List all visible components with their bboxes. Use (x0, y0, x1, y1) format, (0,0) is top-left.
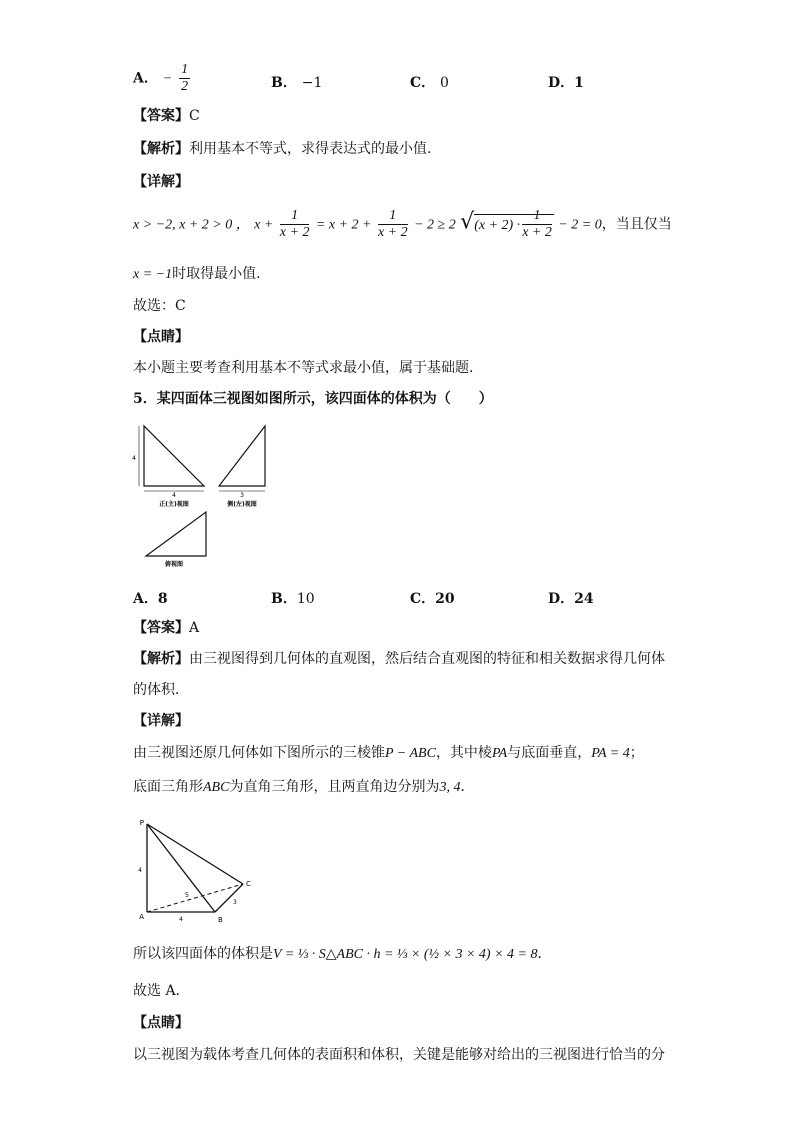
side-view-label: 侧(左)视图 (227, 501, 257, 508)
detail-tag: 【详解】 (133, 174, 189, 190)
top-view-triangle (146, 512, 206, 556)
edge-pb (147, 824, 215, 912)
fraction-3 (522, 208, 552, 241)
q5-detail-2-m1: ABC (203, 780, 230, 795)
label-bc: 3 (233, 899, 237, 906)
q5-answer-value: A (189, 620, 200, 636)
q5-option-b (271, 588, 315, 608)
three-views-figure (128, 420, 278, 570)
option-b (271, 72, 322, 92)
detail-suffix: ，当且仅当 (601, 216, 672, 233)
q5-comment-tag: 【点睛】 (133, 1015, 189, 1031)
option-a-letter: A． (133, 70, 158, 87)
q5-detail-2a: 底面三角形 (133, 779, 203, 795)
q5-detail-tag: 【详解】 (133, 713, 189, 729)
q5-detail-line1 (133, 743, 644, 764)
fraction-1-num: 1 (280, 208, 310, 225)
q5-volume-end: ． (537, 946, 552, 962)
option-b-letter: B． (271, 75, 297, 91)
detail-equation (133, 208, 672, 241)
q5-analysis-text1: 由三视图得到几何体的直观图，然后结合直观图的特征和相关数据求得几何体 (189, 651, 665, 667)
option-a-numerator: 1 (181, 62, 189, 77)
fraction-1-den: x + 2 (279, 225, 310, 240)
sqrt-content (474, 208, 554, 240)
sqrt-inner: (x + 2) · (474, 217, 521, 233)
detail-expr-mid: = x + 2 + (315, 217, 372, 233)
q5-choose: 故选 A． (133, 983, 190, 999)
answer-tag: 【答案】 (133, 108, 189, 124)
fraction-2-den: x + 2 (377, 225, 408, 240)
q5-detail-1-m2: PA (491, 746, 508, 761)
q5-option-b-value: 10 (296, 591, 315, 607)
vertex-c: C (246, 880, 251, 888)
q5-detail-1-m3: PA = 4 (591, 746, 630, 761)
detail-expr-tail: − 2 ≥ 2 (414, 217, 456, 233)
q5-option-c: C．20 (410, 591, 455, 607)
q5-analysis-line1 (133, 649, 665, 669)
answer-value: C (189, 108, 200, 124)
q5-volume-formula: V = ⅓ · S△ABC · h = ⅓ × (½ × 3 × 4) × 4 = 8 (273, 947, 538, 962)
side-width-label: 3 (240, 492, 244, 499)
detail-expr-lead: x + (254, 217, 274, 233)
fraction-2 (378, 208, 408, 241)
option-a-sign: − (162, 71, 173, 87)
edge-pc (147, 824, 243, 884)
vertex-a: A (139, 913, 144, 921)
q5-analysis-tag: 【解析】 (133, 651, 189, 667)
q5-detail-1d: ； (629, 745, 644, 761)
fraction-3-den: x + 2 (522, 225, 552, 240)
q5-detail-1a: 由三视图还原几何体如下图所示的三棱锥 (133, 745, 385, 761)
q5-detail-1c: 与底面垂直， (507, 745, 592, 761)
q5-detail-2c: ． (460, 779, 475, 795)
choose-line: 故选：C (133, 298, 186, 314)
option-b-value: −1 (301, 75, 323, 91)
label-ab: 4 (179, 916, 183, 923)
analysis-line (133, 139, 431, 159)
vertex-b: B (218, 916, 223, 924)
q5-answer-line (133, 618, 199, 638)
question-5-stem: 5．某四面体三视图如图所示，该四面体的体积为（ ） (133, 391, 493, 407)
detail-after-sqrt: − 2 = 0 (558, 217, 602, 233)
q5-detail-1b: ，其中棱 (435, 745, 492, 761)
analysis-text: 利用基本不等式，求得表达式的最小值. (189, 141, 432, 157)
fraction-2-num: 1 (378, 208, 408, 225)
option-a (133, 62, 192, 95)
detail-cond: x > −2, x + 2 > 0 ， (133, 217, 250, 233)
option-c-letter: C． (410, 75, 436, 91)
q5-volume-line (133, 944, 551, 965)
q5-option-a: A．8 (133, 591, 168, 607)
q5-comment-text: 以三视图为载体考查几何体的表面积和体积，关键是能够对给出的三视图进行恰当的分 (133, 1047, 665, 1063)
option-a-denominator: 2 (181, 79, 189, 94)
q5-detail-2b: 为直角三角形，且两直角边分别为 (229, 779, 440, 795)
top-view-label: 俯视图 (164, 561, 184, 568)
sqrt-sign: √ (460, 209, 475, 235)
q5-volume-text: 所以该四面体的体积是 (133, 946, 273, 962)
q5-detail-line2 (133, 777, 474, 798)
q5-option-b-letter: B． (271, 591, 297, 607)
q5-detail-2-m2: 3, 4 (439, 780, 461, 795)
side-view-triangle (219, 426, 265, 486)
fraction-1 (280, 208, 310, 241)
front-view-triangle (144, 426, 204, 486)
option-c (410, 72, 449, 92)
front-view-label: 正(主)视图 (159, 501, 189, 508)
q5-option-d: D．24 (548, 591, 594, 607)
label-ac: 5 (185, 892, 189, 899)
fraction-3-num: 1 (522, 208, 552, 225)
option-a-fraction (179, 62, 190, 95)
detail-line2-math: x = −1 (133, 267, 173, 282)
tetrahedron-figure (138, 818, 258, 928)
comment-tag: 【点睛】 (133, 329, 189, 345)
vertex-p: P (139, 819, 144, 827)
q5-answer-tag: 【答案】 (133, 620, 189, 636)
comment-text: 本小题主要考查利用基本不等式求最小值，属于基础题. (133, 360, 474, 376)
front-width-label: 4 (172, 492, 176, 499)
answer-line (133, 106, 200, 126)
q5-analysis-line2: 的体积． (133, 682, 189, 698)
label-pa: 4 (138, 867, 142, 874)
option-d (548, 72, 584, 92)
q5-detail-1-m1: P − ABC (385, 746, 436, 761)
front-height-label: 4 (132, 455, 136, 462)
analysis-tag: 【解析】 (133, 141, 189, 157)
option-d-letter: D．1 (548, 75, 584, 91)
detail-line2-text: 时取得最小值. (172, 266, 261, 282)
detail-line2 (133, 264, 261, 285)
option-c-value: 0 (440, 75, 449, 91)
